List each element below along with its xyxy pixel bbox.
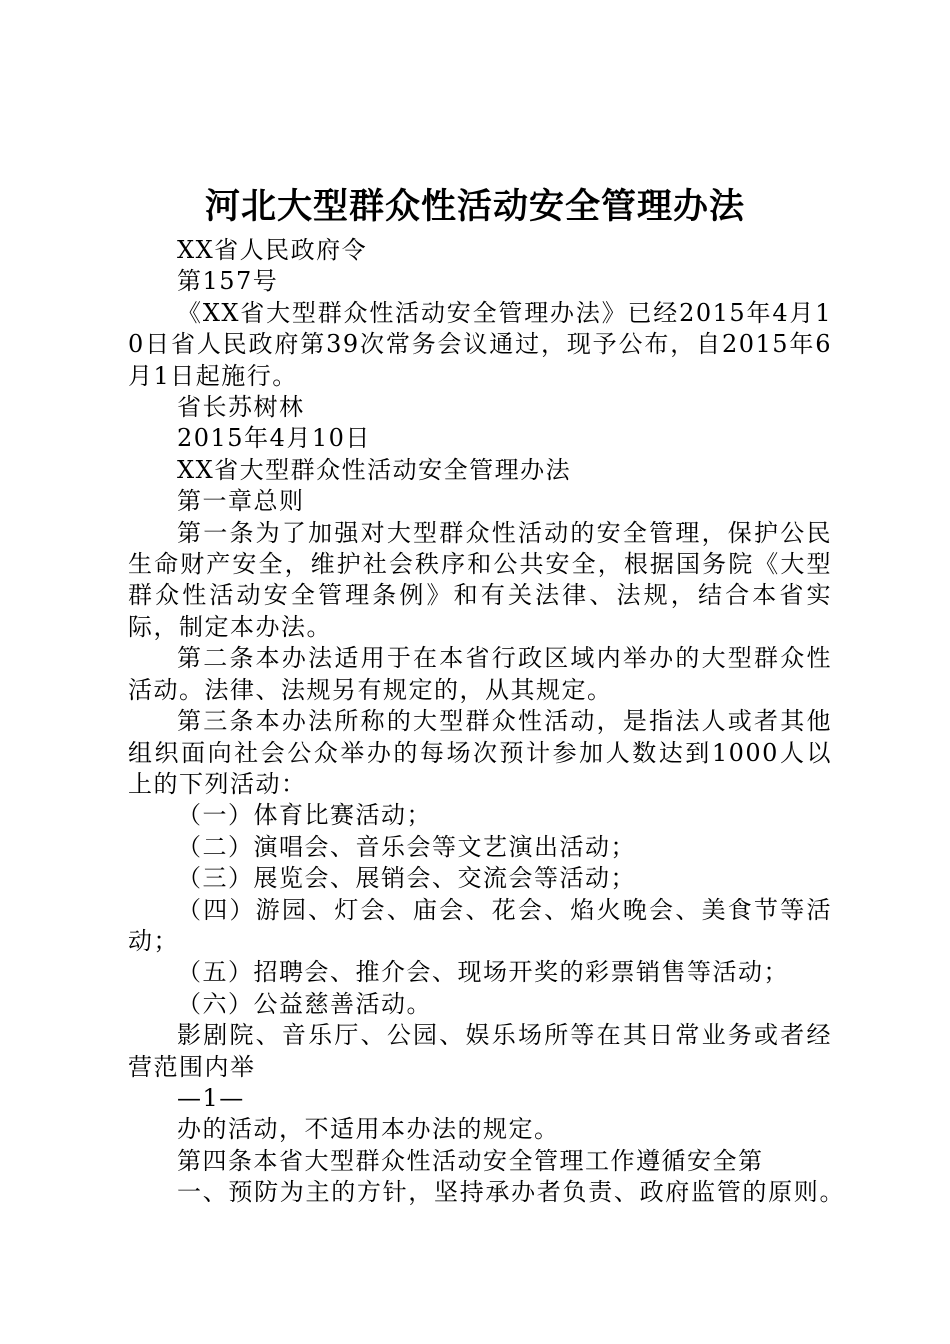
chapter-heading: 第一章总则 xyxy=(177,487,305,516)
article-1: 第一条为了加强对大型群众性活动的安全管理，保护公民生命财产安全，维护社会秩序和公共安全，根据国务院《大型群众性活动安全管理条例》和有关法律、法规，结合本省实际，制定本办法。 xyxy=(128,518,832,641)
list-item-5: （五）招聘会、推介会、现场开奖的彩票销售等活动； xyxy=(177,958,789,987)
signing-date: 2015年4月10日 xyxy=(177,424,371,453)
signatory: 省长苏树林 xyxy=(177,393,305,422)
exclusion-paragraph: 影剧院、音乐厅、公园、娱乐场所等在其日常业务或者经营范围内举 xyxy=(128,1021,832,1081)
article-4: 第四条本省大型群众性活动安全管理工作遵循安全第 xyxy=(177,1146,764,1175)
page-number: —1— xyxy=(177,1083,245,1112)
article-2: 第二条本办法适用于在本省行政区域内举办的大型群众性活动。法律、法规另有规定的，从其规定。 xyxy=(128,644,832,704)
article-3: 第三条本办法所称的大型群众性活动，是指法人或者其他组织面向社会公众举办的每场次预计参加人数达到1000人以上的下列活动： xyxy=(128,707,832,798)
list-item-1: （一）体育比赛活动； xyxy=(177,801,432,830)
list-item-3: （三）展览会、展销会、交流会等活动； xyxy=(177,864,636,893)
list-item-4: （四）游园、灯会、庙会、花会、焰火晚会、美食节等活动； xyxy=(128,895,832,955)
announcement-paragraph: 《XX省大型群众性活动安全管理办法》已经2015年4月10日省人民政府第39次常务会议通过，现予公布，自2015年6月1日起施行。 xyxy=(128,298,832,390)
list-item-6: （六）公益慈善活动。 xyxy=(177,989,432,1018)
exclusion-continuation: 办的活动，不适用本办法的规定。 xyxy=(177,1115,560,1144)
document-title: 河北大型群众性活动安全管理办法 xyxy=(204,187,745,227)
decree-issuer: XX省人民政府令 xyxy=(177,236,368,264)
decree-number: 第157号 xyxy=(177,267,279,296)
regulation-title: XX省大型群众性活动安全管理办法 xyxy=(177,455,572,484)
list-item-2: （二）演唱会、音乐会等文艺演出活动； xyxy=(177,832,636,861)
article-4-continuation: 一、预防为主的方针，坚持承办者负责、政府监管的原则。 xyxy=(177,1178,846,1207)
document-body xyxy=(128,235,846,1209)
